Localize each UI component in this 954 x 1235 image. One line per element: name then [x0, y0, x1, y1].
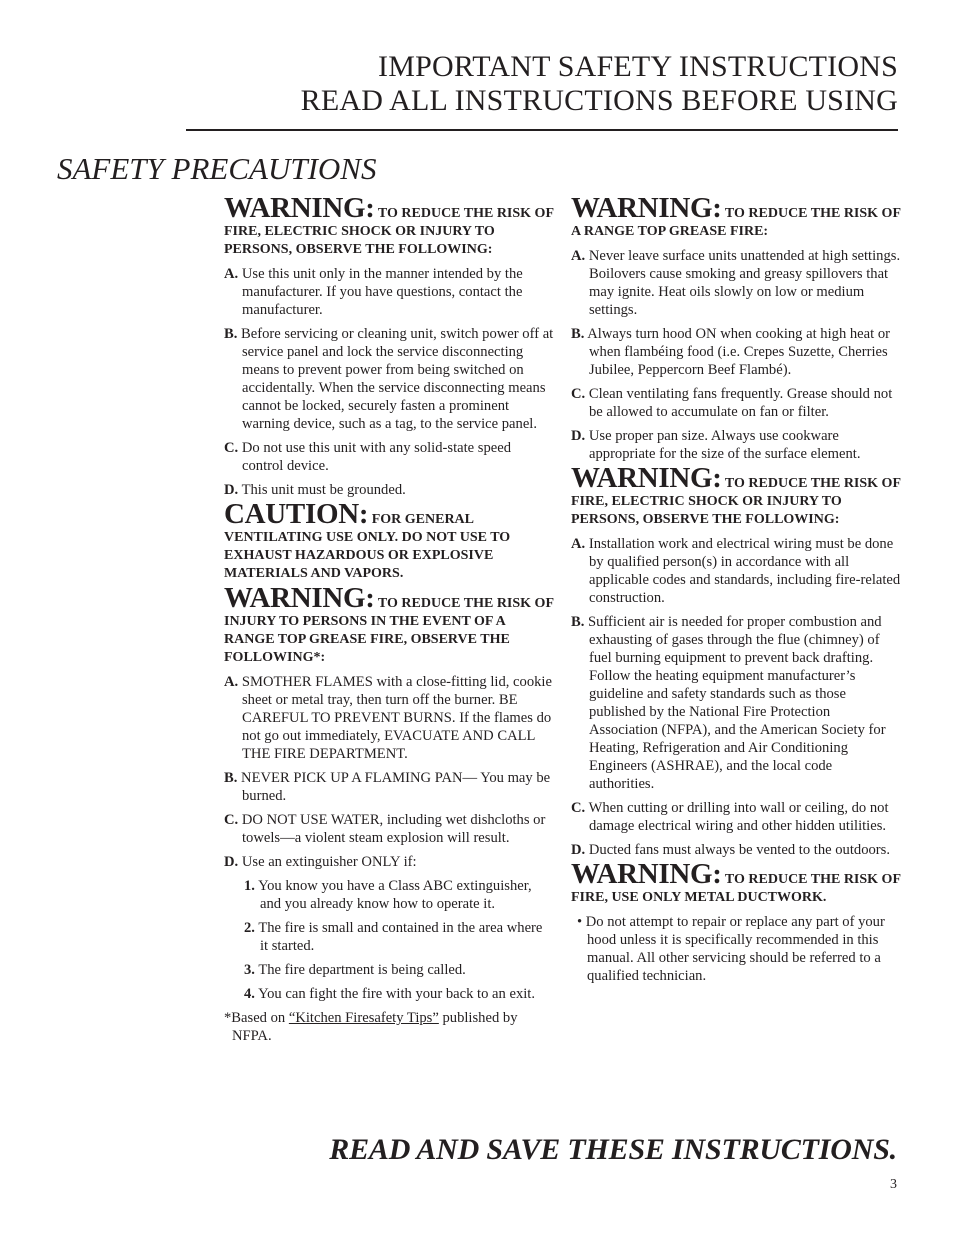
left-column	[224, 192, 554, 1045]
warning-text: TO REDUCE THE RISK OF FIRE, USE ONLY METAL DUCTWORK.	[571, 872, 901, 905]
list-item: D. Ducted fans must always be vented to the outdoors.	[571, 842, 890, 858]
section-title: SAFETY PRECAUTIONS	[57, 151, 377, 186]
right-column	[571, 192, 901, 991]
header-line-1: IMPORTANT SAFETY INSTRUCTIONS	[378, 50, 898, 83]
header-line-2: READ ALL INSTRUCTIONS BEFORE USING	[300, 84, 898, 117]
list-item: B. Always turn hood ON when cooking at high heat or when flambéing food (i.e. Crepes Suzette, Cherries Jubilee, Peppercorn Beef Flambé).	[571, 326, 890, 378]
bullet-item: • Do not attempt to repair or replace any part of your hood unless it is specifically recommended in this manual. All other servicing should be referred to a qualified technician.	[577, 914, 885, 984]
sub-list-item: 2. The fire is small and contained in the area where it started.	[244, 920, 543, 954]
sub-list-item: 4. You can fight the fire with your back to an exit.	[244, 986, 536, 1002]
list-item: C. Do not use this unit with any solid-state speed control device.	[224, 440, 512, 474]
caution-text: FOR GENERAL VENTILATING USE ONLY. DO NOT USE TO EXHAUST HAZARDOUS OR EXPLOSIVE MATERIALS AND VAPORS.	[224, 512, 511, 581]
warning-label: WARNING:	[224, 192, 375, 224]
list-item: A. Installation work and electrical wiring must be done by qualified person(s) in accordance with all applicable codes and standards, including fire-related construction.	[571, 536, 901, 606]
sub-list-item: 3. The fire department is being called.	[244, 962, 466, 978]
page-header	[301, 50, 898, 118]
read-and-save-banner: READ AND SAVE THESE INSTRUCTIONS.	[329, 1133, 897, 1166]
warning-heading-5	[571, 858, 901, 907]
footnote: *Based on “Kitchen Firesafety Tips” published by NFPA.	[224, 1010, 518, 1044]
warning-heading-2	[224, 582, 554, 667]
header-divider	[186, 129, 898, 131]
warning-label: WARNING:	[571, 462, 722, 494]
list-item: C. Clean ventilating fans frequently. Grease should not be allowed to accumulate on fan or filter.	[571, 386, 893, 420]
bullet-icon: •	[577, 914, 583, 930]
caution-label: CAUTION:	[224, 498, 369, 530]
warning-heading-3	[571, 192, 901, 241]
warning-text: TO REDUCE THE RISK OF INJURY TO PERSONS IN THE EVENT OF A RANGE TOP GREASE FIRE, OBSERVE THE FOLLOWING*:	[224, 596, 554, 665]
warning-label: WARNING:	[571, 192, 722, 224]
warning-text: TO REDUCE THE RISK OF A RANGE TOP GREASE FIRE:	[571, 206, 901, 239]
warning-label: WARNING:	[571, 858, 722, 890]
warning-heading-4	[571, 462, 901, 529]
list-item: C. DO NOT USE WATER, including wet dishcloths or towels—a violent steam explosion will result.	[224, 812, 546, 846]
list-item: A. SMOTHER FLAMES with a close-fitting lid, cookie sheet or metal tray, then turn off the burner. BE CAREFUL TO PREVENT BURNS. If the flames do not go out immediately, EVACUATE AND CALL THE FIRE DEPARTMENT.	[224, 674, 552, 762]
caution-heading	[224, 498, 554, 583]
list-item: B. NEVER PICK UP A FLAMING PAN— You may be burned.	[224, 770, 551, 804]
footnote-source-link: “Kitchen Firesafety Tips”	[288, 1010, 439, 1026]
list-item: D. This unit must be grounded.	[224, 482, 406, 498]
list-item: A. Use this unit only in the manner intended by the manufacturer. If you have questions, contact the manufacturer.	[224, 266, 523, 318]
list-item: A. Never leave surface units unattended at high settings. Boilovers cause smoking and greasy spillovers that may ignite. Heat oils slowly on low or medium settings.	[571, 248, 901, 318]
list-item: B. Before servicing or cleaning unit, switch power off at service panel and lock the service disconnecting means to prevent power from being switched on accidentally. When the service disconnecting means cannot be locked, securely fasten a prominent warning device, such as a tag, to the service panel.	[224, 326, 554, 432]
page-number: 3	[890, 1177, 897, 1192]
warning-label: WARNING:	[224, 582, 375, 614]
list-item: D. Use an extinguisher ONLY if:	[224, 854, 417, 870]
list-item: B. Sufficient air is needed for proper combustion and exhausting of gases through the flue (chimney) of fuel burning equipment to prevent back drafting. Follow the heating equipment manufacturer’s guideline and safety standards such as those published by the National Fire Protection Association (NFPA), and the American Society for Heating, Refrigeration and Air Conditioning Engineers (ASHRAE), and the local code authorities.	[571, 614, 886, 792]
sub-list-item: 1. You know you have a Class ABC extinguisher, and you already know how to operate it.	[244, 878, 532, 912]
list-item: D. Use proper pan size. Always use cookware appropriate for the size of the surface element.	[571, 428, 861, 462]
warning-text: TO REDUCE THE RISK OF FIRE, ELECTRIC SHOCK OR INJURY TO PERSONS, OBSERVE THE FOLLOWING:	[224, 206, 554, 257]
warning-text: TO REDUCE THE RISK OF FIRE, ELECTRIC SHOCK OR INJURY TO PERSONS, OBSERVE THE FOLLOWING:	[571, 476, 901, 527]
warning-heading-1	[224, 192, 554, 259]
list-item: C. When cutting or drilling into wall or ceiling, do not damage electrical wiring and other hidden utilities.	[571, 800, 889, 834]
